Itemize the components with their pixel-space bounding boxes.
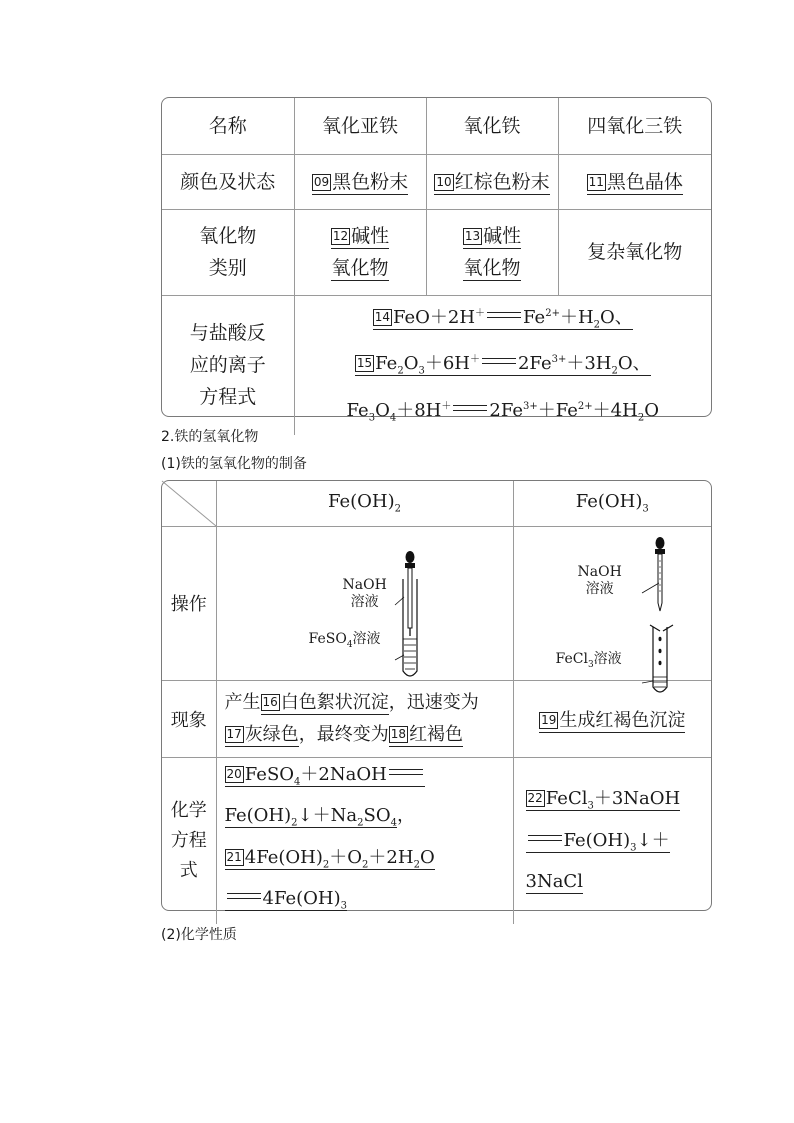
row-label-type: 氧化物 类别 [162, 209, 294, 295]
row-label-equation: 化学 方程 式 [162, 757, 216, 924]
test-tube-dropper-icon [395, 543, 445, 673]
reaction-equations [294, 295, 711, 435]
apparatus-feoh3 [513, 526, 711, 680]
apparatus-feoh2 [216, 526, 513, 680]
row-label-color: 颜色及状态 [162, 154, 294, 209]
table-row [162, 295, 711, 435]
test-tube-dropper-icon [642, 531, 702, 681]
header-fe3o4: 四氧化三铁 [558, 98, 711, 154]
blank-number: 17 [226, 726, 242, 741]
header-feo: 氧化亚铁 [294, 98, 426, 154]
table-row [162, 757, 711, 924]
equation-fe2o3: 15 $Fe_2O_3+6H^+$ $2Fe^{3+}+3H_2O$、 [356, 353, 651, 377]
phenomenon-feoh2: 产生 16 白色絮状沉淀，迅速变为 17 灰绿色，最终变为 18 红褐色 [216, 680, 513, 757]
blank-number: 16 [262, 694, 278, 709]
blank-number: 14 [374, 309, 390, 324]
answer-text: 黑色晶体 [606, 170, 683, 193]
answer-text: 复杂氧化物 [558, 209, 711, 295]
answer-text: 黑色粉末 [332, 170, 409, 193]
blank-number: 15 [356, 356, 373, 371]
iron-oxides-table [161, 97, 712, 424]
answer-text: 红棕色粉末 [454, 170, 550, 193]
row-label-operation: 操作 [162, 526, 216, 680]
blank-number: 19 [541, 712, 557, 727]
solution-label: FeSO$_4$溶液 [308, 630, 381, 650]
blank-number: 12 [332, 229, 349, 243]
blank-number: 11 [588, 174, 604, 189]
table-row [162, 680, 711, 757]
reagent-label-2: 溶液 [585, 580, 614, 597]
header-fe2o3: 氧化铁 [426, 98, 558, 154]
equation-feoh3: 22 FeCl$_3$＋3NaOH $Fe(OH)_3↓+$ 3NaCl [513, 757, 711, 924]
reagent-label: NaOH [342, 576, 387, 593]
iron-hydroxides-table [161, 480, 712, 911]
subsection-title-preparation: (1)铁的氢氧化物的制备 [161, 456, 307, 472]
reagent-label-2: 溶液 [350, 593, 379, 610]
blank-number: 20 [226, 766, 242, 781]
solution-label: FeCl$_3$溶液 [555, 650, 622, 670]
equation-feoh2: 20 FeSO$_4$＋2NaOH $Fe(OH)_2↓+Na_2SO_4$， 21 $4Fe(OH)_2+O_2+2H_2O$ $4Fe(OH)_3$ [216, 757, 513, 924]
table-row: 氧化物 类别 12 碱性 氧化物 13 碱性 氧化物 复杂氧化物 [162, 209, 711, 295]
row-label-phenomenon: 现象 [162, 680, 216, 757]
diagonal-header-cell [162, 481, 216, 526]
blank-number: 13 [464, 229, 481, 243]
header-feoh3: $Fe(OH)_3$ [513, 481, 711, 526]
blank-number: 22 [527, 791, 543, 806]
blank-number: 21 [226, 849, 242, 864]
equation-feo: 14 FeO＋2H＋ $Fe^{2+}+H_2O$、 [374, 306, 633, 331]
header-feoh2: $Fe(OH)_2$ [216, 481, 513, 526]
blank-number: 10 [436, 174, 452, 189]
row-label-reaction: 与盐酸反 应的离子 方程式 [162, 295, 294, 435]
subsection-title-properties: (2)化学性质 [161, 927, 237, 943]
table-row [162, 154, 711, 209]
blank-number: 18 [390, 726, 407, 741]
equation-fe3o4: $Fe_3O_4+8H^+$ $2Fe^{3+}+Fe^{2+}+4H_2O$ [346, 399, 659, 424]
table-row [162, 98, 711, 154]
table-row [162, 526, 711, 680]
blank-number: 09 [313, 174, 330, 189]
section-title: 2.铁的氢氧化物 [161, 429, 259, 445]
header-name: 名称 [162, 98, 294, 154]
table-row [162, 481, 711, 526]
diagonal-line [162, 481, 216, 526]
phenomenon-feoh3: 19 生成红褐色沉淀 [513, 680, 711, 757]
reagent-label: NaOH [577, 563, 622, 580]
